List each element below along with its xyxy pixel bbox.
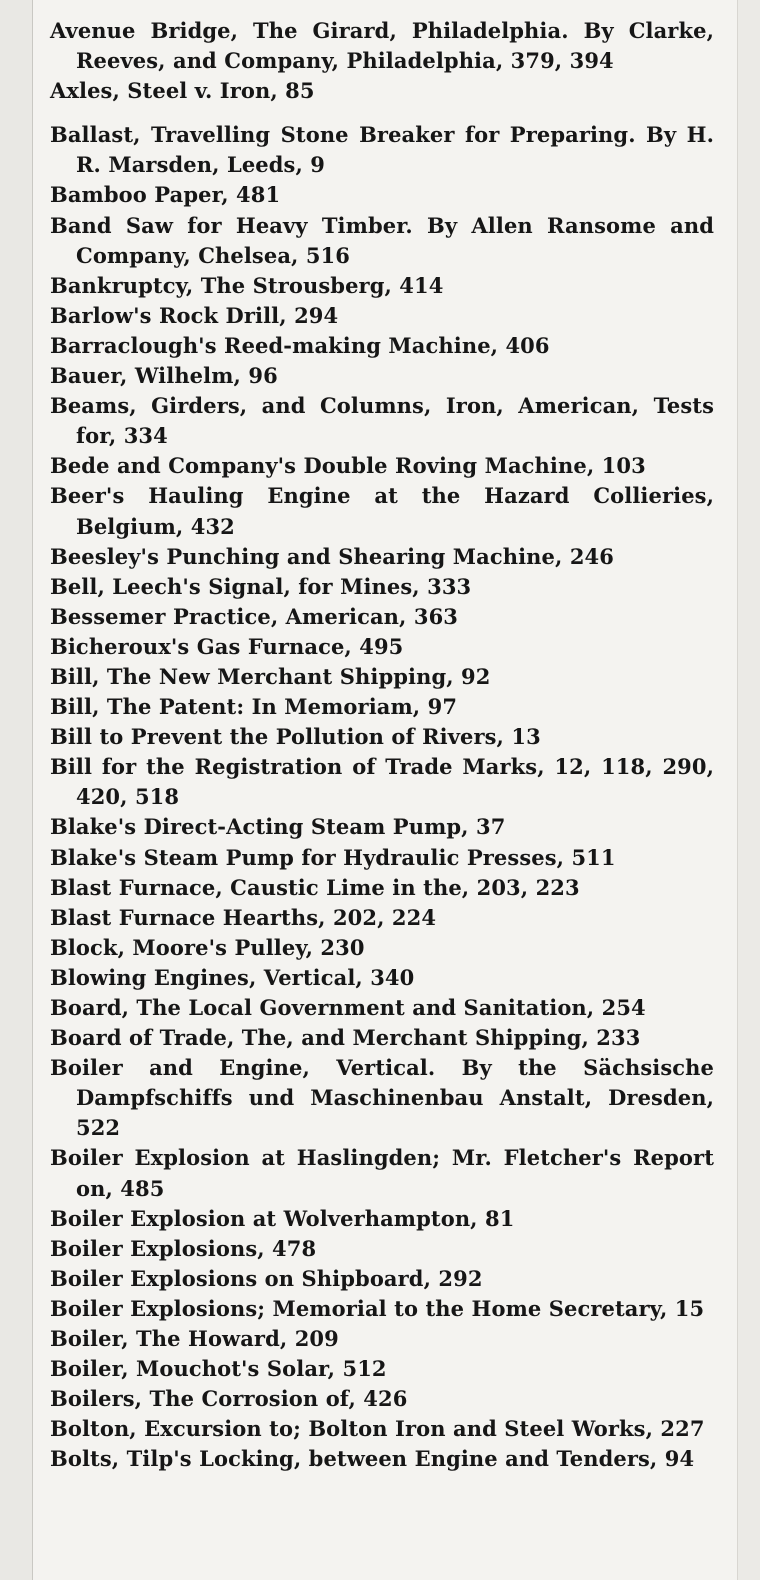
- index-entry: Boiler Explosion at Haslingden; Mr. Fletcher's Report on, 485: [50, 1145, 714, 1201]
- index-entry: Beesley's Punching and Shearing Machine, 246: [50, 543, 614, 569]
- index-entry: Bankruptcy, The Strousberg, 414: [50, 272, 444, 298]
- index-entry: Boiler Explosion at Wolverhampton, 81: [50, 1205, 515, 1231]
- index-entry: Boilers, The Corrosion of, 426: [50, 1386, 408, 1412]
- index-entry: Bauer, Wilhelm, 96: [50, 363, 278, 389]
- index-column: [50, 16, 714, 1475]
- index-entry: Board, The Local Government and Sanitation, 254: [50, 995, 646, 1020]
- index-entry: Boiler Explosions on Shipboard, 292: [50, 1265, 483, 1291]
- index-entry: Axles, Steel v. Iron, 85: [50, 78, 315, 104]
- index-entry: Bill for the Registration of Trade Marks, 12, 118, 290, 420, 518: [50, 754, 714, 810]
- index-entry: Band Saw for Heavy Timber. By Allen Ransome and Company, Chelsea, 516: [50, 212, 714, 268]
- index-entry: Beer's Hauling Engine at the Hazard Collieries, Belgium, 432: [50, 483, 714, 539]
- index-entry: Blake's Steam Pump for Hydraulic Presses, 511: [50, 844, 616, 870]
- index-entry: Board of Trade, The, and Merchant Shipping, 233: [50, 1025, 641, 1051]
- index-entry: Boiler, Mouchot's Solar, 512: [50, 1356, 387, 1382]
- index-entry: Bessemer Practice, American, 363: [50, 603, 459, 629]
- gutter-divider: [32, 0, 33, 1580]
- index-entry: Bicheroux's Gas Furnace, 495: [50, 633, 404, 659]
- index-entry: Boiler Explosions; Memorial to the Home Secretary, 15: [50, 1295, 705, 1321]
- left-margin: [0, 0, 32, 1580]
- index-entry: Blast Furnace, Caustic Lime in the, 203, 223: [50, 874, 580, 900]
- index-entry: Bede and Company's Double Roving Machine, 103: [50, 453, 646, 479]
- index-entry: Bolton, Excursion to; Bolton Iron and Steel Works, 227: [50, 1416, 705, 1442]
- right-page-edge: [737, 0, 760, 1580]
- index-entry: Blake's Direct-Acting Steam Pump, 37: [50, 814, 506, 840]
- index-entry: Bill, The Patent: In Memoriam, 97: [50, 694, 458, 720]
- index-entry: Boiler and Engine, Vertical. By the Sächsische Dampfschiffs und Maschinenbau Anstalt, Dresden, 522: [50, 1055, 714, 1141]
- index-entry: Bamboo Paper, 481: [50, 182, 281, 208]
- index-entry: Blast Furnace Hearths, 202, 224: [50, 904, 437, 930]
- index-entry: Barraclough's Reed-making Machine, 406: [50, 332, 550, 358]
- index-entry: Bolts, Tilp's Locking, between Engine and Tenders, 94: [50, 1446, 695, 1472]
- index-entry: Ballast, Travelling Stone Breaker for Preparing. By H. R. Marsden, Leeds, 9: [50, 122, 714, 178]
- index-entry: Blowing Engines, Vertical, 340: [50, 964, 415, 990]
- index-entry: Barlow's Rock Drill, 294: [50, 302, 339, 328]
- index-entry: Block, Moore's Pulley, 230: [50, 934, 365, 960]
- index-entry: Boiler, The Howard, 209: [50, 1326, 339, 1352]
- index-entry: Bill to Prevent the Pollution of Rivers, 13: [50, 724, 541, 750]
- index-entry: Beams, Girders, and Columns, Iron, American, Tests for, 334: [50, 393, 714, 449]
- index-entry: Bell, Leech's Signal, for Mines, 333: [50, 573, 472, 599]
- index-entry: Avenue Bridge, The Girard, Philadelphia. By Clarke, Reeves, and Company, Philadelphia, 379, 394: [50, 18, 714, 74]
- index-entry: Boiler Explosions, 478: [50, 1235, 317, 1261]
- index-entry: Bill, The New Merchant Shipping, 92: [50, 663, 491, 689]
